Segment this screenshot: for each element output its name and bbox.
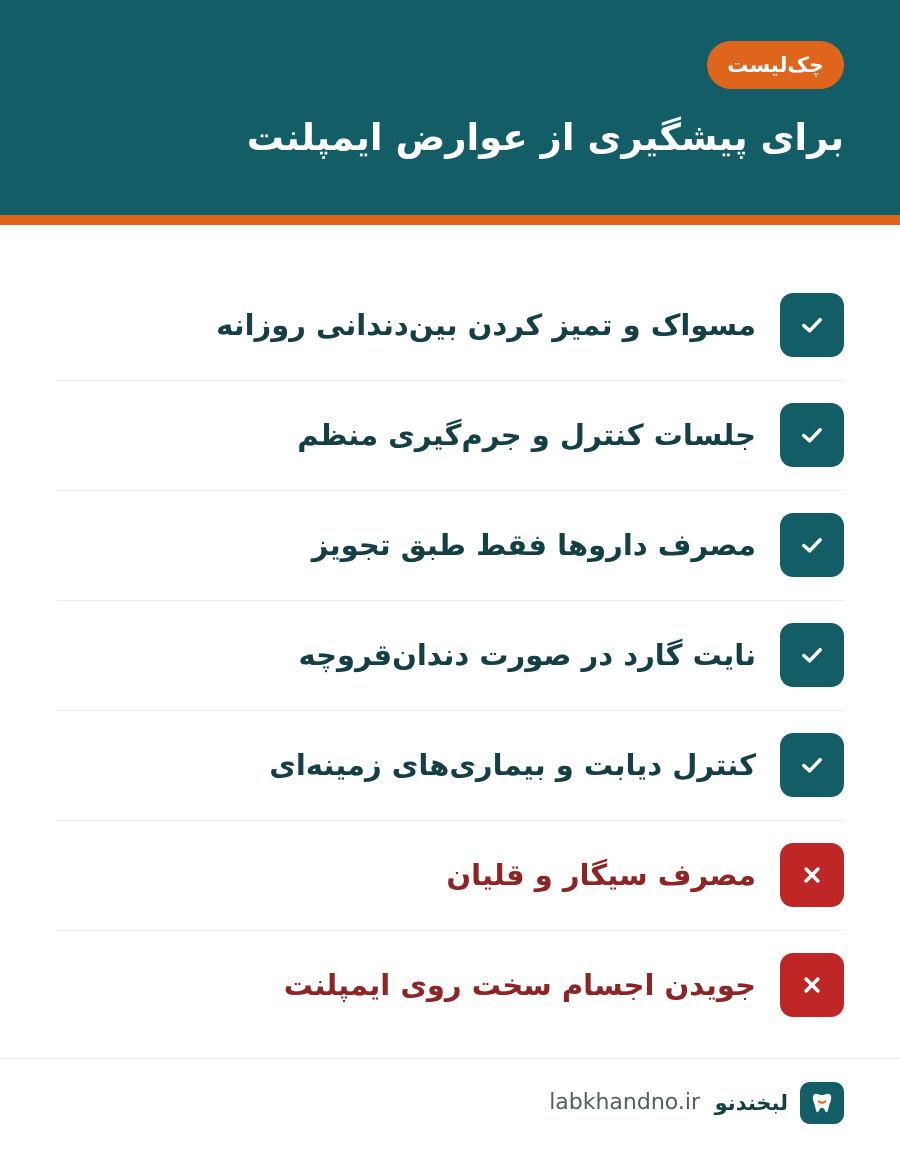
brand-url[interactable]: labkhandno.ir — [549, 1090, 700, 1115]
header-banner — [0, 0, 900, 215]
checklist-badge: چک‌لیست — [707, 41, 844, 89]
list-item — [56, 490, 844, 600]
brand-name: لبخندنو — [714, 1091, 788, 1115]
list-item-text: نایت گارد در صورت دندان‌قروچه — [298, 638, 756, 672]
x-icon — [780, 953, 844, 1017]
list-item-text: جویدن اجسام سخت روی ایمپلنت — [283, 968, 756, 1002]
list-item-text: مصرف داروها فقط طبق تجویز — [311, 528, 756, 562]
check-icon — [780, 623, 844, 687]
check-icon — [780, 403, 844, 467]
tooth-icon — [800, 1082, 844, 1124]
page-title: برای پیشگیری از عوارض ایمپلنت — [246, 116, 844, 159]
list-item — [56, 380, 844, 490]
checklist — [56, 270, 844, 1040]
list-item-text: جلسات کنترل و جرم‌گیری منظم — [297, 418, 756, 452]
check-icon — [780, 733, 844, 797]
header-accent-stripe — [0, 215, 900, 225]
footer-divider — [0, 1058, 900, 1059]
list-item-text: مسواک و تمیز کردن بین‌دندانی روزانه — [216, 308, 756, 342]
list-item-text: مصرف سیگار و قلیان — [446, 858, 756, 892]
list-item — [56, 820, 844, 930]
x-icon — [780, 843, 844, 907]
list-item — [56, 270, 844, 380]
list-item-text: کنترل دیابت و بیماری‌های زمینه‌ای — [269, 748, 756, 782]
check-icon — [780, 513, 844, 577]
check-icon — [780, 293, 844, 357]
list-item — [56, 710, 844, 820]
list-item — [56, 930, 844, 1040]
list-item — [56, 600, 844, 710]
